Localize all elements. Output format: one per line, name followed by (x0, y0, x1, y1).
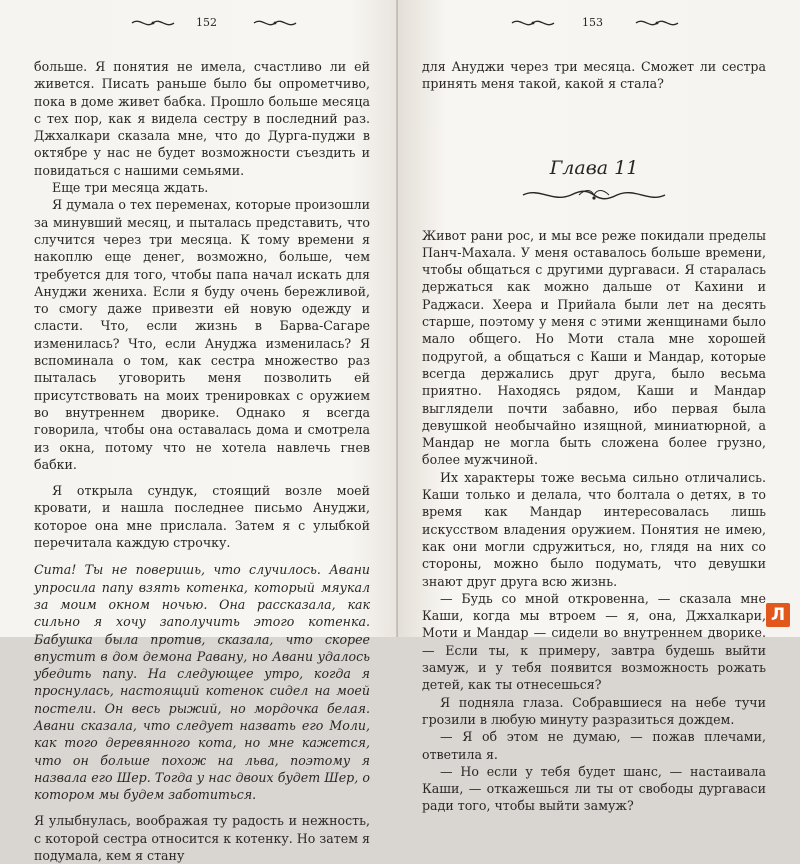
page-number: 152 (196, 16, 217, 29)
chapter-title: Глава 11 (549, 156, 639, 179)
left-page-body (34, 58, 370, 864)
right-page-header (398, 16, 800, 38)
letter-paragraph: Сита! Ты не поверишь, что случилось. Авани упросила папу взять котенка, который мяукал за моим окном ночью. Она рассказала, как сильно я хочу заполучить этого котенка. Бабушка была против, сказала, что скорее впустит в дом демона Равану, но Авани удалось убедить папу. На следующее утро, когда я проснулась, настоящий котенок сидел на моей постели. Он весь рыжий, но мордочка белая. Авани сказала, что следует назвать его Моли, как того деревянного кота, но мне кажется, что он больше похож на льва, поэтому я назвала его Шер. Тогда у нас двоих будет Шер, о котором мы будем заботиться. (34, 562, 370, 803)
flourish-ornament-icon (634, 16, 680, 30)
page-number: 153 (582, 16, 603, 29)
chapter-ornament-icon (519, 185, 669, 205)
left-page-header (0, 16, 398, 38)
bleed-through-area (422, 93, 766, 127)
right-page-body (422, 58, 766, 815)
paragraph: для Ануджи через три месяца. Сможет ли сестра принять меня такой, какой я стала? (422, 59, 766, 92)
paragraph: Живот рани рос, и мы все реже покидали пределы Панч-Махала. У меня оставалось больше времени, чтобы общаться с другими дургаваси. Я старалась держаться как можно дальше от Кахини и Раджаси. Хеера и Прийала были лет на десять старше, поэтому у меня с этими женщинами было мало общего. Но Моти стала мне хорошей подругой, а общаться с Каши и Мандар, которые всегда держались друг друга, было весьма приятно. Находясь рядом, Каши и Мандар выглядели почти забавно, ибо первая была девушкой необычайно изящной, миниатюрной, а Мандар не могла быть сложена более грузно, более мужчиной. (422, 227, 766, 468)
paragraph: Я думала о тех переменах, которые произошли за минувший месяц, и пыталась представить, что случится через три месяца. К тому времени я накоплю еще денег, возможно, больше, чем требуется для того, чтобы папа начал искать для Ануджи жениха. Если я буду очень бережливой, то смогу даже привезти ей новую одежду и сласти. Что, если жизнь в Барва-Сагаре изменилась? Что, если Ануджа изменилась? Я вспоминала о том, как сестра множество раз пыталась уговорить меня позволить ей присутствовать на моих тренировках с оружием во внутреннем дворике. Однако я всегда говорила, чтобы она оставалась дома и смотрела из окна, потому что не хотела навлечь гнев бабки. (34, 197, 370, 472)
paragraph: Я открыла сундук, стоящий возле моей кровати, и нашла последнее письмо Ануджи, которое она мне прислала. Затем я с улыбкой перечитала каждую строчку. (34, 483, 370, 551)
paragraph: — Я об этом не думаю, — пожав плечами, ответила я. (422, 729, 766, 762)
right-page (398, 0, 800, 814)
flourish-ornament-icon (130, 16, 176, 30)
paragraph: — Будь со мной откровенна, — сказала мне Каши, когда мы втроем — я, она, Джхалкари, Моти и Мандар — сидели во внутреннем дворике. — Если ты, к примеру, завтра будешь выйти замуж, и у тебя появится возможность рожать детей, как ты отнесешься? (422, 590, 766, 693)
paragraph: Еще три месяца ждать. (52, 180, 209, 196)
flourish-ornament-icon (510, 16, 556, 30)
chapter-heading (422, 157, 766, 205)
paragraph: больше. Я понятия не имела, счастливо ли ей живется. Писать раньше было бы опрометчиво, пока в доме живет бабка. Прошло больше месяца с тех пор, как я видела сестру в последний раз. Джхалкари сказала мне, что до Дурга-пуджи в октябре у нас не будет возможности съездить и повидаться с нашими семьями. (34, 59, 370, 178)
publisher-logo: Л (766, 603, 790, 627)
paragraph: Их характеры тоже весьма сильно отличались. Каши только и делала, что болтала о детях, в то время как Мандар интересовалась лишь искусством владения оружием. Понятия не имею, как они могли сдружиться, но, глядя на них со стороны, можно было подумать, что девушки знают друг друга всю жизнь. (422, 469, 766, 589)
paragraph: Я улыбнулась, воображая ту радость и нежность, с которой сестра относится к котенку. Но затем я подумала, кем я стану (34, 813, 370, 864)
left-page (0, 0, 398, 864)
flourish-ornament-icon (252, 16, 298, 30)
paragraph: — Но если у тебя будет шанс, — настаивала Каши, — откажешься ли ты от свободы дургаваси ради того, чтобы выйти замуж? (422, 763, 766, 814)
paragraph: Я подняла глаза. Собравшиеся на небе тучи грозили в любую минуту разразиться дождем. (422, 694, 766, 727)
